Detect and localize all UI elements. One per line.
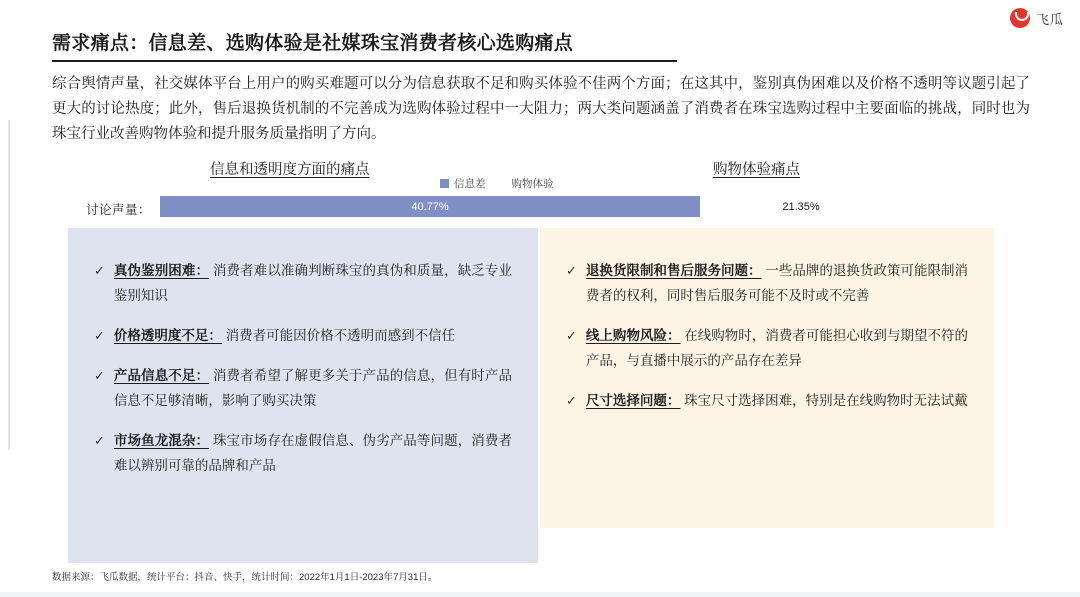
list-item-term: 退换货限制和售后服务问题： <box>585 263 762 278</box>
list-item-text <box>114 258 512 308</box>
list-item-term: 产品信息不足： <box>113 368 210 383</box>
left-accent-rule <box>8 120 10 450</box>
title-underline <box>52 60 677 62</box>
brand-logo <box>1010 8 1064 28</box>
list-item-term: 价格透明度不足： <box>113 328 222 343</box>
legend-item-shopping-exp <box>512 176 554 191</box>
list-item-term: 线上购物风险： <box>585 328 681 343</box>
list-item-text <box>114 363 512 413</box>
list-item-desc: 消费者难以准确判断珠宝的真伪和质量，缺乏专业鉴别知识 <box>113 263 512 303</box>
list-item-text <box>114 323 512 348</box>
list-item-desc: 珠宝市场存在虚假信息、伪劣产品等问题，消费者难以辨别可靠的品牌和产品 <box>113 433 512 473</box>
check-icon: ✓ <box>566 328 577 343</box>
chart-row-label: 讨论声量： <box>86 203 152 217</box>
list-item-desc: 在线购物时，消费者可能担心收到与期望不符的产品，与直播中展示的产品存在差异 <box>585 328 968 368</box>
list-item <box>94 363 512 413</box>
bottom-strip <box>0 592 1080 597</box>
legend-label: 购物体验 <box>511 178 554 190</box>
list-item-desc: 消费者可能因价格不透明而感到不信任 <box>221 328 456 343</box>
summary-paragraph: 综合舆情声量，社交媒体平台上用户的购买难题可以分为信息获取不足和购买体验不佳两个方面；在这其中，鉴别真伪困难以及价格不透明等议题引起了更大的讨论热度；此外，售后退换货机制的不完善成为选购体验过程中一大阻力；两大类问题涵盖了消费者在珠宝选购过程中主要面临的挑战，同时也为珠宝行业改善购物体验和提升服务质量指明了方向。 <box>52 76 1030 142</box>
bar-segment-shopping-exp: 21.35% <box>782 200 820 213</box>
list-item-desc: 珠宝尺寸选择困难，特别是在线购物时无法试戴 <box>680 393 968 408</box>
list-item <box>94 428 512 478</box>
legend-swatch-icon <box>440 179 449 188</box>
list-item-term: 真伪鉴别困难： <box>113 263 210 278</box>
list-item-desc: 一些品牌的退换货政策可能限制消费者的权利，同时售后服务可能不及时或不完善 <box>585 263 968 303</box>
left-section-heading: 信息和透明度方面的痛点 <box>210 162 370 178</box>
bar-segment-info-gap: 40.77% <box>160 196 700 217</box>
legend-item-info-gap <box>440 176 486 191</box>
check-icon: ✓ <box>566 263 577 278</box>
check-icon: ✓ <box>94 328 105 343</box>
brand-name: 飞瓜 <box>1035 11 1064 27</box>
chart-legend <box>440 176 554 191</box>
check-icon: ✓ <box>94 263 105 278</box>
list-item-text <box>586 388 968 413</box>
check-icon: ✓ <box>94 433 105 448</box>
check-icon: ✓ <box>94 368 105 383</box>
list-item-text <box>586 258 968 308</box>
stacked-bar-chart <box>160 196 902 217</box>
list-item-text <box>586 323 968 373</box>
list-item <box>566 388 968 413</box>
source-footnote: 数据来源：飞瓜数据，统计平台：抖音、快手，统计时间：2022年1月1日-2023年7月31日。 <box>52 572 438 583</box>
list-item <box>566 323 968 373</box>
check-icon: ✓ <box>566 393 577 408</box>
list-item <box>94 323 512 348</box>
list-item-term: 市场鱼龙混杂： <box>113 433 210 448</box>
right-painpoint-panel <box>540 228 994 528</box>
list-item <box>94 258 512 308</box>
feigua-logo-icon <box>1010 8 1030 28</box>
left-painpoint-panel <box>68 228 538 563</box>
list-item-text <box>114 428 512 478</box>
list-item-term: 尺寸选择问题： <box>585 393 681 408</box>
right-section-heading: 购物体验痛点 <box>713 162 800 178</box>
list-item <box>566 258 968 308</box>
list-item-desc: 消费者希望了解更多关于产品的信息，但有时产品信息不足够清晰，影响了购买决策 <box>113 368 512 408</box>
page-title: 需求痛点：信息差、选购体验是社媒珠宝消费者核心选购痛点 <box>52 33 574 54</box>
page-title-wrap <box>52 28 692 62</box>
legend-label: 信息差 <box>454 178 486 190</box>
